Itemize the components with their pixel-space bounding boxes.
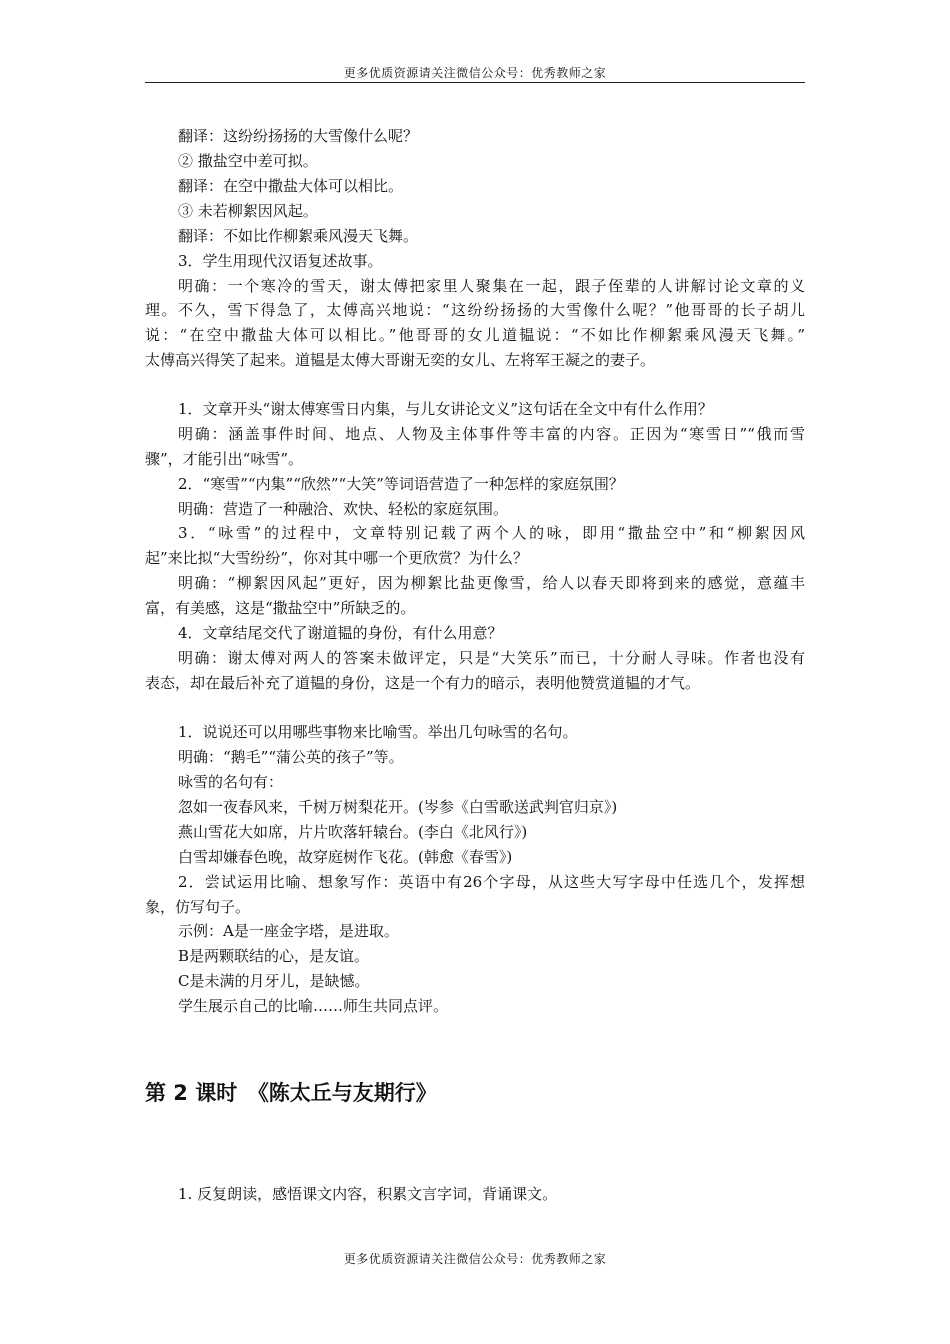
section-heading: 第 2 课时 《陈太丘与友期行》 [145, 1081, 437, 1105]
text-line: 学生展示自己的比喻……师生共同点评。 [178, 997, 449, 1015]
text-line: 表态，却在最后补充了道韫的身份，这是一个有力的暗示，表明他赞赏道韫的才气。 [145, 674, 701, 692]
text-line: 说：“在空中撒盐大体可以相比。”他哥哥的女儿道韫说：“不如比作柳絮乘风漫天飞舞。” [145, 326, 805, 344]
text-line: 白雪却嫌春色晚，故穿庭树作飞花。(韩愈《春雪》) [178, 848, 513, 866]
text-line: 2．尝试运用比喻、想象写作：英语中有26个字母，从这些大写字母中任选几个，发挥想 [178, 873, 805, 891]
text-line: 明确：“鹅毛”“蒲公英的孩子”等。 [178, 748, 404, 766]
text-line: 3．学生用现代汉语复述故事。 [178, 252, 383, 270]
text-line: ③ 未若柳絮因风起。 [178, 202, 318, 220]
text-line: C是未满的月牙儿，是缺憾。 [178, 972, 370, 990]
text-line: 1．文章开头“谢太傅寒雪日内集，与儿女讲论文义”这句话在全文中有什么作用？ [178, 400, 713, 418]
text-line: 翻译：在空中撒盐大体可以相比。 [178, 177, 404, 195]
page-header: 更多优质资源请关注微信公众号：优秀教师之家 [343, 66, 607, 80]
text-line: 明确：谢太傅对两人的答案未做评定，只是“大笑乐”而已，十分耐人寻味。作者也没有 [178, 649, 805, 667]
text-line: 4．文章结尾交代了谢道韫的身份，有什么用意？ [178, 624, 503, 642]
text-line: 翻译：不如比作柳絮乘风漫天飞舞。 [178, 227, 419, 245]
text-line: 起”来比拟“大雪纷纷”，你对其中哪一个更欣赏？为什么？ [145, 549, 529, 567]
text-line: 咏雪的名句有： [178, 773, 284, 791]
page-footer: 更多优质资源请关注微信公众号：优秀教师之家 [343, 1252, 607, 1266]
text-line: 骤”，才能引出“咏雪”。 [145, 450, 304, 468]
text-line: 明确：“柳絮因风起”更好，因为柳絮比盐更像雪，给人以春天即将到来的感觉，意蕴丰 [178, 574, 805, 592]
text-line: 理。不久，雪下得急了，太傅高兴地说：“这纷纷扬扬的大雪像什么呢？”他哥哥的长子胡儿 [145, 301, 805, 319]
text-line: 翻译：这纷纷扬扬的大雪像什么呢？ [178, 127, 419, 145]
text-line: 明确：一个寒冷的雪天，谢太傅把家里人聚集在一起，跟子侄辈的人讲解讨论文章的义 [178, 277, 805, 295]
text-line: 1. 反复朗读，感悟课文内容，积累文言字词，背诵课文。 [178, 1185, 558, 1203]
text-line: 明确：涵盖事件时间、地点、人物及主体事件等丰富的内容。正因为“寒雪日”“俄而雪 [178, 425, 805, 443]
text-line: 示例：A是一座金字塔，是进取。 [178, 922, 399, 940]
text-line: 1．说说还可以用哪些事物来比喻雪。举出几句咏雪的名句。 [178, 723, 578, 741]
text-line: 象，仿写句子。 [145, 898, 251, 916]
text-line: 太傅高兴得笑了起来。道韫是太傅大哥谢无奕的女儿、左将军王凝之的妻子。 [145, 351, 656, 369]
text-line: 3．“咏雪”的过程中，文章特别记载了两个人的咏，即用“撒盐空中”和“柳絮因风 [178, 524, 805, 542]
header-rule [145, 82, 805, 83]
text-line: 忽如一夜春风来，千树万树梨花开。(岑参《白雪歌送武判官归京》) [178, 798, 618, 816]
text-line: 明确：营造了一种融洽、欢快、轻松的家庭氛围。 [178, 500, 509, 518]
text-line: ② 撒盐空中差可拟。 [178, 152, 318, 170]
text-line: 富，有美感，这是“撒盐空中”所缺乏的。 [145, 599, 416, 617]
text-line: B是两颗联结的心，是友谊。 [178, 947, 370, 965]
text-line: 2．“寒雪”“内集”“欣然”“大笑”等词语营造了一种怎样的家庭氛围？ [178, 475, 624, 493]
text-line: 燕山雪花大如席，片片吹落轩辕台。(李白《北风行》) [178, 823, 528, 841]
